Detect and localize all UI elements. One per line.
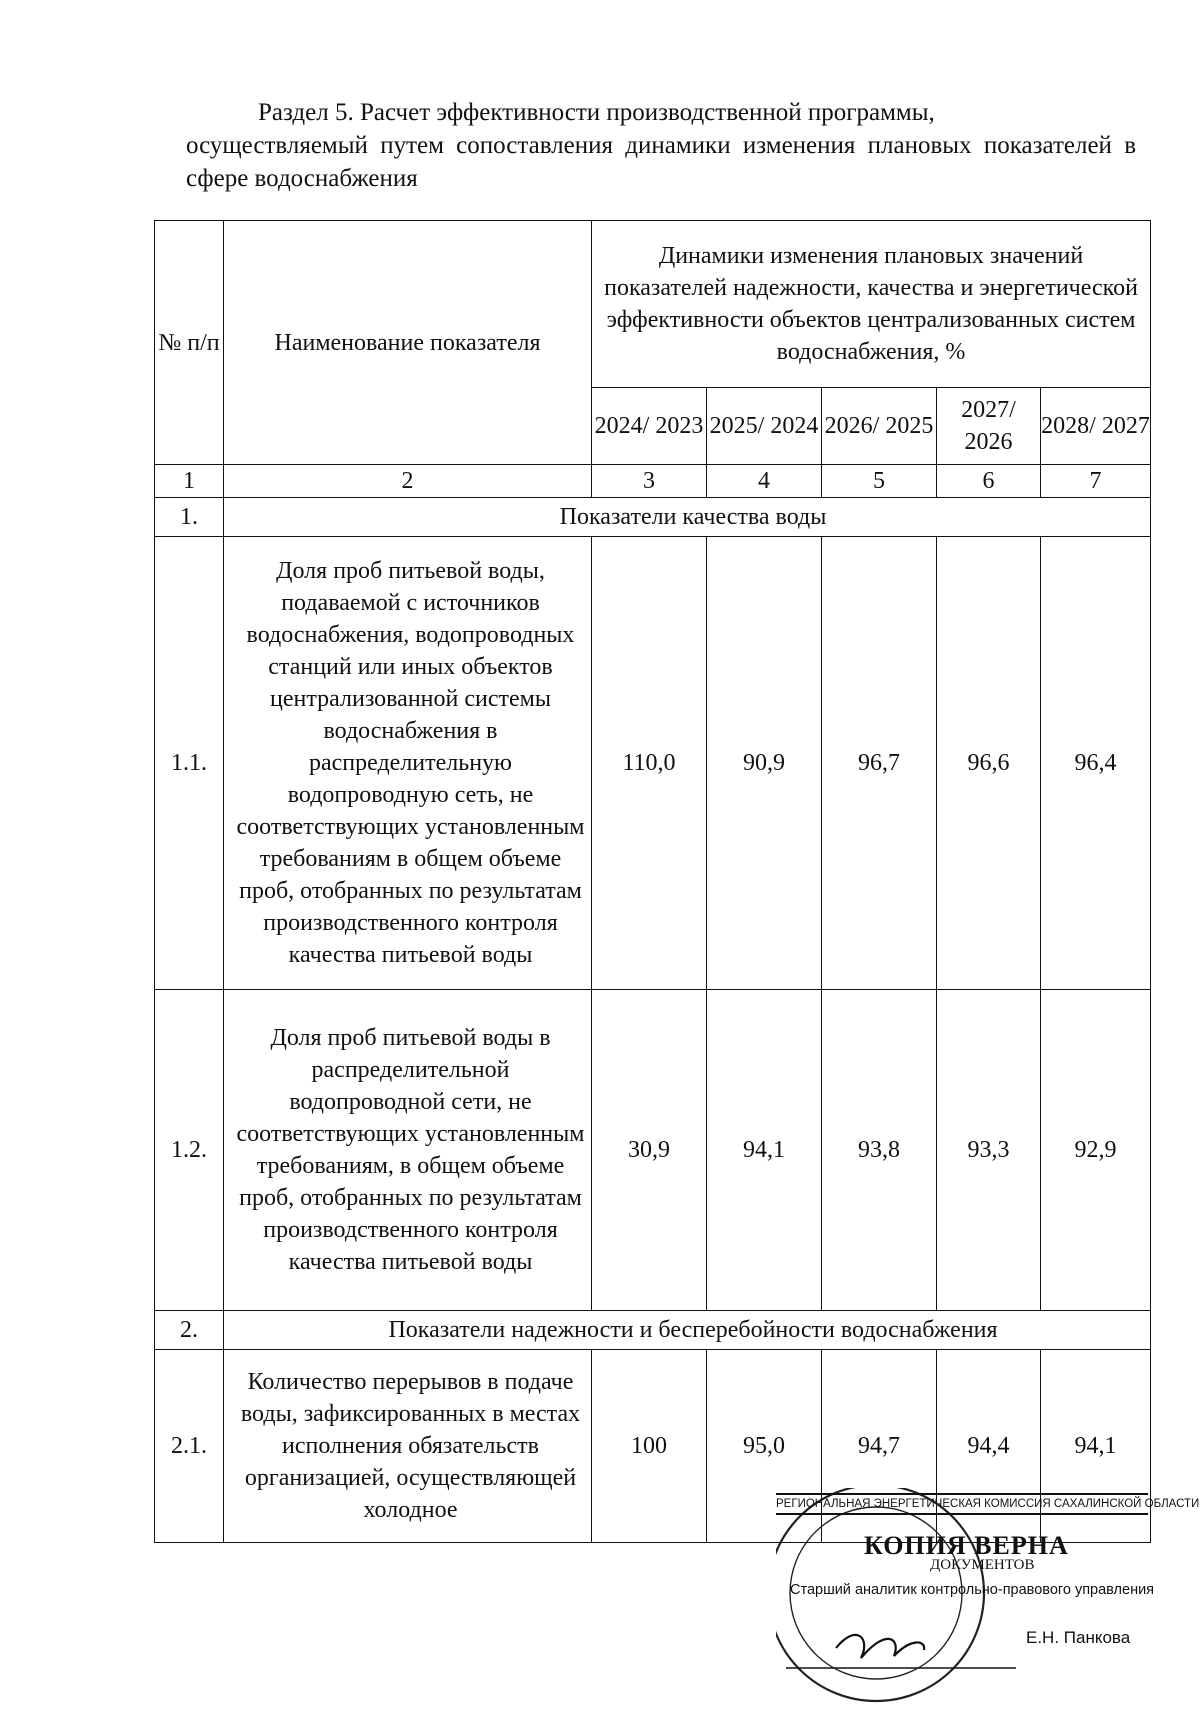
header-num: № п/п: [155, 221, 224, 465]
row-num: 2.1.: [155, 1350, 224, 1543]
year-header: 2026/ 2025: [822, 388, 937, 465]
value-cell: 100: [592, 1350, 707, 1543]
column-number: 2: [224, 465, 592, 498]
stamp-copy-label: КОПИЯ ВЕРНА: [864, 1531, 1069, 1560]
table-row: [155, 1350, 1151, 1543]
section-num: 1.: [155, 498, 224, 537]
column-number: 1: [155, 465, 224, 498]
section-title: Показатели качества воды: [224, 498, 1151, 537]
header-dynamics: Динамики изменения плановых значений показателей надежности, качества и энергетической эффективности объектов централизованных систем водоснабжения, %: [592, 221, 1151, 388]
stamp-docs-label: ДОКУМЕНТОВ: [930, 1557, 1035, 1573]
heading-line-1: Раздел 5. Расчет эффективности производственной программы,: [258, 99, 935, 126]
stamp-role: Старший аналитик контрольно-правового управления: [790, 1582, 1155, 1598]
stamp-signer: Е.Н. Панкова: [1026, 1628, 1131, 1647]
stamp-org: РЕГИОНАЛЬНАЯ ЭНЕРГЕТИЧЕСКАЯ КОМИССИЯ САХАЛИНСКОЙ ОБЛАСТИ: [776, 1493, 1148, 1515]
value-cell: 90,9: [707, 537, 822, 990]
value-cell: 94,1: [1041, 1350, 1151, 1543]
header-row: [155, 221, 1151, 388]
value-cell: 93,3: [937, 990, 1041, 1311]
heading-line-2: осуществляемый путем сопоставления динамики изменения плановых показателей в сфере водоснабжения: [186, 132, 1136, 192]
column-number: 3: [592, 465, 707, 498]
year-header: 2027/ 2026: [937, 388, 1041, 465]
indicator-name: Доля проб питьевой воды в распределительной водопроводной сети, не соответствующих установленным требованиям, в общем объеме проб, отобранных по результатам производственного контроля качества питьевой воды: [224, 990, 592, 1311]
row-num: 1.2.: [155, 990, 224, 1311]
table-row: [155, 537, 1151, 990]
column-number: 4: [707, 465, 822, 498]
value-cell: 94,7: [822, 1350, 937, 1543]
row-num: 1.1.: [155, 537, 224, 990]
value-cell: 96,6: [937, 537, 1041, 990]
column-number: 6: [937, 465, 1041, 498]
value-cell: 96,4: [1041, 537, 1151, 990]
indicator-name: Количество перерывов в подаче воды, зафиксированных в местах исполнения обязательств организацией, осуществляющей холодное: [224, 1350, 592, 1543]
value-cell: 94,4: [937, 1350, 1041, 1543]
indicator-name: Доля проб питьевой воды, подаваемой с источников водоснабжения, водопроводных станций или иных объектов централизованной системы водоснабжения в распределительную водопроводную сеть, не соответствующих установленным требованиям в общем объеме проб, отобранных по результатам производственного контроля качества питьевой воды: [224, 537, 592, 990]
section-heading: [186, 96, 1136, 195]
value-cell: 110,0: [592, 537, 707, 990]
column-number: 5: [822, 465, 937, 498]
value-cell: 95,0: [707, 1350, 822, 1543]
header-name: Наименование показателя: [224, 221, 592, 465]
year-header: 2025/ 2024: [707, 388, 822, 465]
indicators-table: [154, 220, 1151, 1543]
column-number-row: [155, 465, 1151, 498]
table-row: [155, 990, 1151, 1311]
column-number: 7: [1041, 465, 1151, 498]
value-cell: 94,1: [707, 990, 822, 1311]
value-cell: 96,7: [822, 537, 937, 990]
value-cell: 92,9: [1041, 990, 1151, 1311]
value-cell: 30,9: [592, 990, 707, 1311]
section-row: [155, 1311, 1151, 1350]
value-cell: 93,8: [822, 990, 937, 1311]
year-header: 2024/ 2023: [592, 388, 707, 465]
signature-icon: [836, 1635, 924, 1658]
section-row: [155, 498, 1151, 537]
section-num: 2.: [155, 1311, 224, 1350]
section-title: Показатели надежности и бесперебойности водоснабжения: [224, 1311, 1151, 1350]
year-header: 2028/ 2027: [1041, 388, 1151, 465]
